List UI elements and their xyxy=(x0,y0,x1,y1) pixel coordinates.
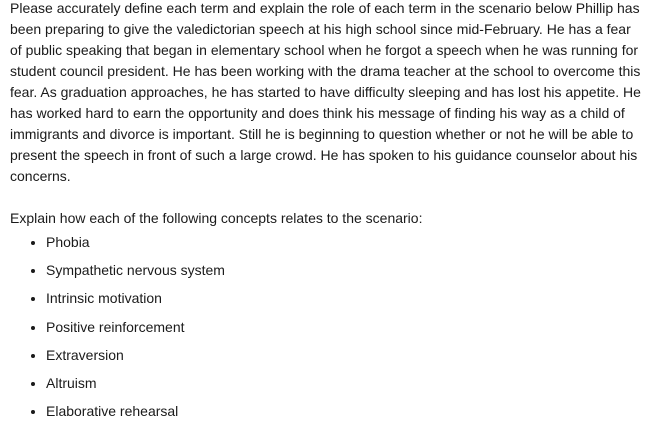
document-body xyxy=(10,0,646,429)
concept-item-phobia: • Phobia xyxy=(46,232,646,260)
concept-item-intrinsic-motivation: • Intrinsic motivation xyxy=(46,288,646,316)
instruction-text: Explain how each of the following concepts relates to the scenario: xyxy=(10,210,423,226)
concept-item-elaborative-rehearsal: • Elaborative rehearsal xyxy=(46,401,646,429)
concept-item-sympathetic-nervous-system: • Sympathetic nervous system xyxy=(46,260,646,288)
concept-item-positive-reinforcement: • Positive reinforcement xyxy=(46,317,646,345)
scenario-paragraph: Please accurately define each term and explain the role of each term in the scenario below Phillip has been preparing to give the valedictorian speech at his high school since mid-February. He has a fear of public speaking that began in elementary school when he forgot a speech when he was running for student council president. He has been working with the drama teacher at the school to overcome this fear. As graduation approaches, he has started to have difficulty sleeping and has lost his appetite. He has worked hard to earn the opportunity and does think his message of finding his way as a child of immigrants and divorce is important. Still he is beginning to question whether or not he will be able to present the speech in front of such a large crowd. He has spoken to his guidance counselor about his concerns. xyxy=(10,0,641,184)
concept-item-altruism: • Altruism xyxy=(46,373,646,401)
concept-list xyxy=(10,232,646,429)
concept-item-extraversion: • Extraversion xyxy=(46,345,646,373)
